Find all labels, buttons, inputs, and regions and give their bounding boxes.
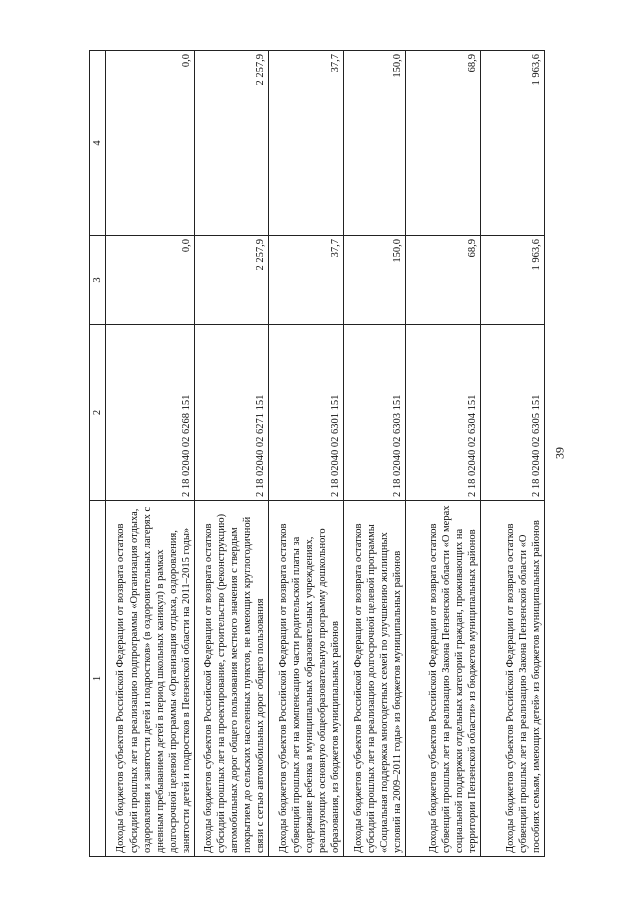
row-description: Доходы бюджетов субъектов Российской Федерации от возврата остатков субвенций прошлых лет на компенсацию части родительской платы за содержание ребенка в муниципальных образовательных учреждениях, реализующих основную общеобразовательную программу дошкольного образования, из бюджетов муниципальных районов: [269, 501, 344, 857]
table-row: [269, 51, 344, 857]
row-code: 2 18 02040 02 6301 151: [269, 325, 344, 501]
row-value-col3: 2 257,9: [195, 236, 269, 325]
page-number: 39: [552, 447, 567, 459]
row-value-col3: 0,0: [106, 236, 195, 325]
row-description: Доходы бюджетов субъектов Российской Федерации от возврата остатков субсидий прошлых лет на реализацию долгосрочной целевой программы «Социальная поддержка многодетных семей по улучшению жилищных условий на 2009–2011 годы» из бюджетов муниципальных районов: [344, 501, 406, 857]
row-description: Доходы бюджетов субъектов Российской Федерации от возврата остатков субвенций прошлых лет на реализацию Закона Пензенской области «О пособиях семьям, имеющих детей» из бюджетов муниципальных районов: [481, 501, 545, 857]
row-code: 2 18 02040 02 6305 151: [481, 325, 545, 501]
header-col-1: 1: [90, 501, 106, 857]
row-value-col4: 0,0: [106, 51, 195, 236]
row-value-col3: 1 963,6: [481, 236, 545, 325]
table-row: [406, 51, 481, 857]
table-row: [344, 51, 406, 857]
row-code: 2 18 02040 02 6304 151: [406, 325, 481, 501]
row-description: Доходы бюджетов субъектов Российской Федерации от возврата остатков субвенций прошлых лет на реализацию Закона Пензенской области «О мерах социальной поддержки отдельных категорий граждан, проживающих на территории Пензенской области» из бюджетов муниципальных районов: [406, 501, 481, 857]
table-row: [481, 51, 545, 857]
row-value-col4: 150,0: [344, 51, 406, 236]
header-col-4: 4: [90, 51, 106, 236]
header-col-2: 2: [90, 325, 106, 501]
row-code: 2 18 02040 02 6271 151: [195, 325, 269, 501]
row-value-col3: 37,7: [269, 236, 344, 325]
revenue-table: [89, 50, 545, 857]
row-description: Доходы бюджетов субъектов Российской Федерации от возврата остатков субсидий прошлых лет на проектирование, строительство (реконструкцию) автомобильных дорог общего пользования местного значения с твердым покрытием до сельских населенных пунктов, не имеющих круглогодичной связи с сетью автомобильных дорог общего пользования: [195, 501, 269, 857]
header-col-3: 3: [90, 236, 106, 325]
row-code: 2 18 02040 02 6303 151: [344, 325, 406, 501]
table-row: [106, 51, 195, 857]
row-value-col3: 150,0: [344, 236, 406, 325]
row-description: Доходы бюджетов субъектов Российской Федерации от возврата остатков субсидий прошлых лет на реализацию подпрограммы «Организация отдыха, оздоровления и занятости детей и подростков» (в оздоровительных лагерях с дневным пребыванием детей в период школьных каникул) в рамках долгосрочной целевой программы «Организация отдыха, оздоровления, занятости детей и подростков в Пензенской области на 2011–2015 годы»: [106, 501, 195, 857]
row-value-col4: 1 963,6: [481, 51, 545, 236]
row-code: 2 18 02040 02 6268 151: [106, 325, 195, 501]
row-value-col4: 2 257,9: [195, 51, 269, 236]
rotated-table-container: [89, 51, 543, 857]
table-header-row: [90, 51, 106, 857]
row-value-col3: 68,9: [406, 236, 481, 325]
table-row: [195, 51, 269, 857]
row-value-col4: 68,9: [406, 51, 481, 236]
row-value-col4: 37,7: [269, 51, 344, 236]
